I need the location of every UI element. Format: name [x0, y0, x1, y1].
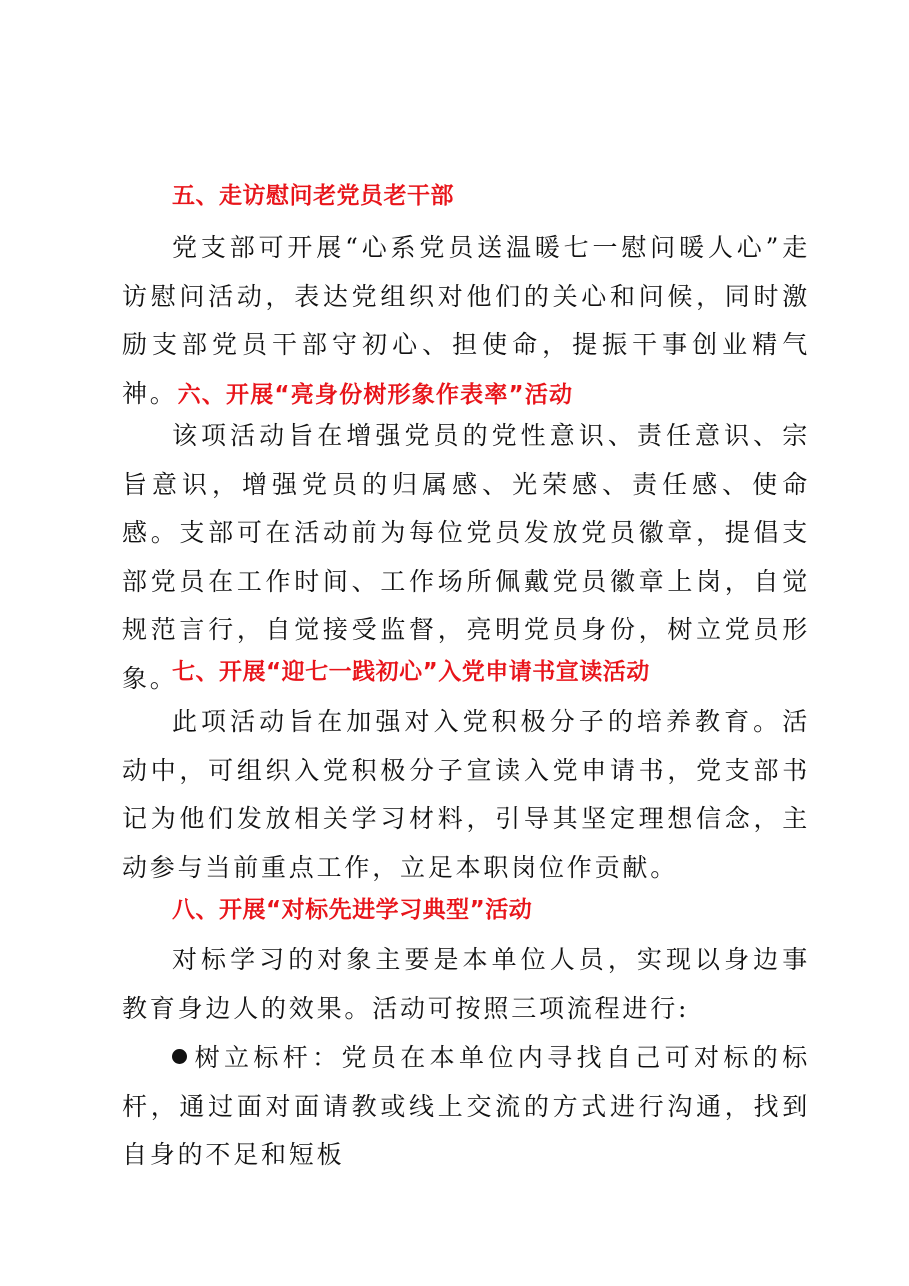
section-5-heading: 五、走访慰问老党员老干部: [172, 183, 454, 209]
bullet-dot-icon: [172, 1049, 187, 1064]
section-5-body: 党支部可开展“心系党员送温暖七一慰问暖人心”走访慰问活动，表达党组织对他们的关心和问候，同时激励支部党员干部守初心、担使命，提振干事创业精气神。: [122, 233, 810, 408]
section-6-body: 该项活动旨在增强党员的党性意识、责任意识、宗旨意识，增强党员的归属感、光荣感、责任感、使命感。支部可在活动前为每位党员发放党员徽章，提倡支部党员在工作时间、工作场所佩戴党员徽章上岗，自觉规范言行，自觉接受监督，亮明党员身份，树立党员形象。: [122, 421, 810, 693]
section-8-body: 对标学习的对象主要是本单位人员，实现以身边事教育身边人的效果。活动可按照三项流程进行:: [122, 945, 810, 1023]
section-5-paragraph: [122, 224, 810, 419]
section-6-heading: 六、开展“亮身份树形象作表率”活动: [177, 381, 574, 408]
section-8-bullet-item: [122, 1034, 810, 1180]
section-8-bullet-text: 树立标杆：党员在本单位内寻找自己可对标的标杆，通过面对面请教或线上交流的方式进行沟通，找到自身的不足和短板: [122, 1043, 810, 1170]
section-7-body: 此项活动旨在加强对入党积极分子的培养教育。活动中，可组织入党积极分子宣读入党申请书，党支部书记为他们发放相关学习材料，引导其坚定理想信念，主动参与当前重点工作，立足本职岗位作贡献。: [122, 707, 810, 882]
section-8-heading: 八、开展“对标先进学习典型”活动: [172, 897, 533, 923]
section-7-heading: 七、开展“迎七一践初心”入党申请书宣读活动: [172, 659, 650, 685]
